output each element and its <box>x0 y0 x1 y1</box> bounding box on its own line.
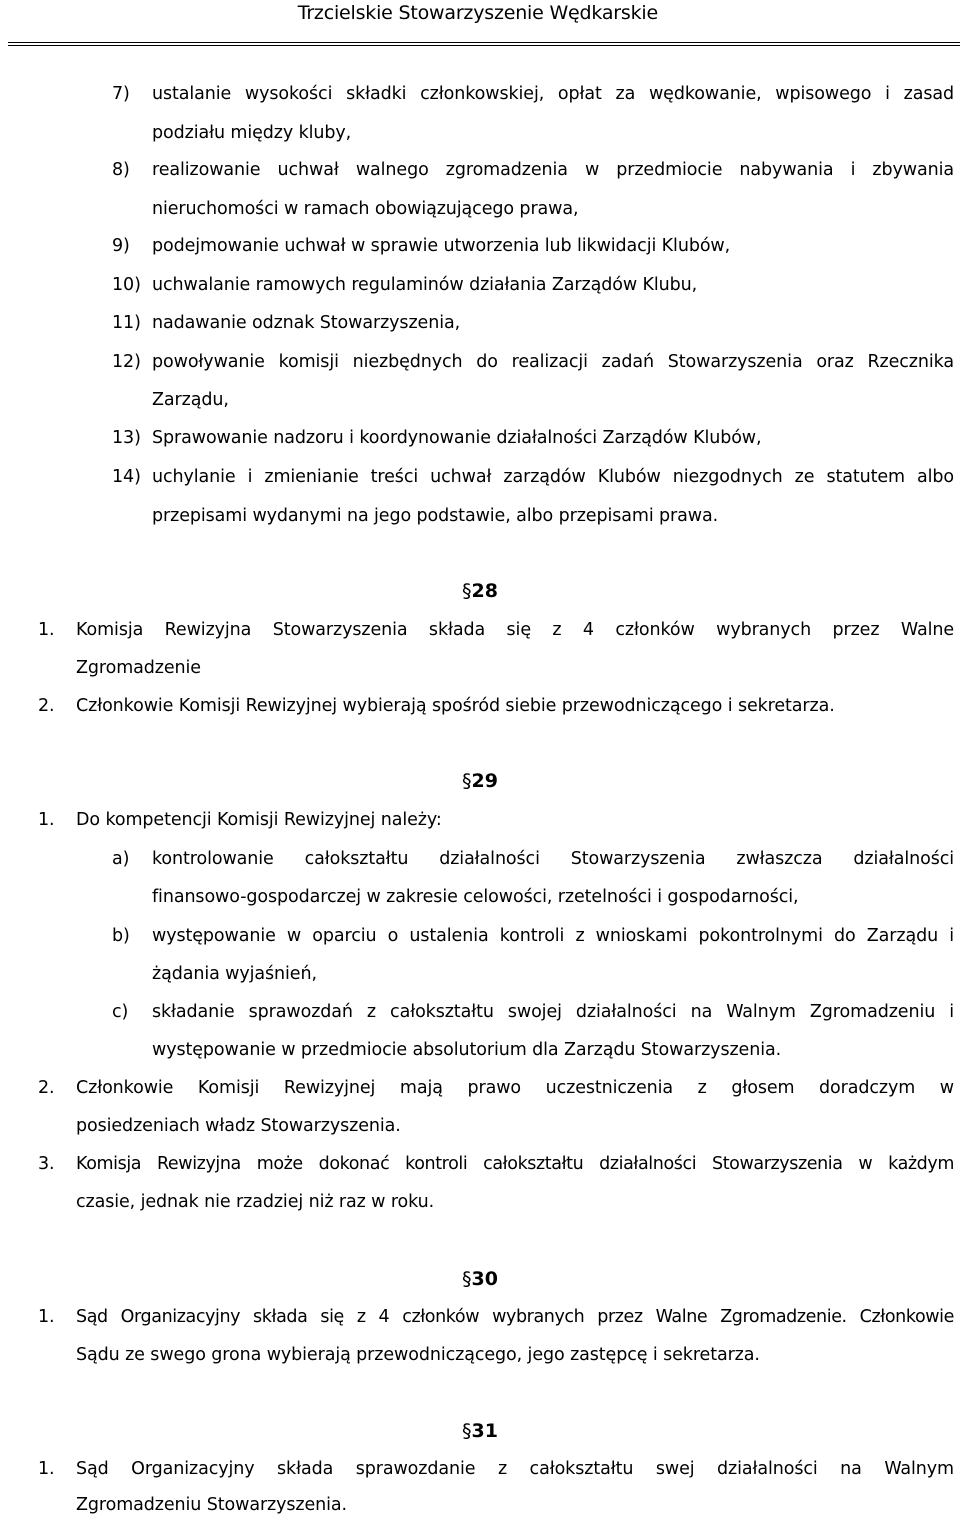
list-item-number: 2. <box>38 696 55 716</box>
section-number: 28 <box>471 580 498 602</box>
list-item-number: 13) <box>112 428 141 448</box>
list-item-text: uchylanie i zmienianie treści uchwał zarządów Klubów niezgodnych ze statutem albo <box>152 467 954 487</box>
list-item-text: Komisja Rewizyjna Stowarzyszenia składa się z 4 członków wybranych przez Walne <box>76 620 954 640</box>
list-item-number: 11) <box>112 313 141 333</box>
section-number: 29 <box>471 770 498 792</box>
list-item-text: przepisami wydanymi na jego podstawie, albo przepisami prawa. <box>152 506 719 526</box>
list-item-number: 1. <box>38 1459 55 1479</box>
list-item-text: nadawanie odznak Stowarzyszenia, <box>152 313 461 333</box>
section-heading <box>462 1268 498 1290</box>
list-item-text: Zarządu, <box>152 390 229 410</box>
header-divider <box>8 42 960 46</box>
sub-item-text: kontrolowanie całokształtu działalności Stowarzyszenia zwłaszcza działalności <box>152 849 954 869</box>
list-item-text: podejmowanie uchwał w sprawie utworzenia lub likwidacji Klubów, <box>152 236 731 256</box>
sub-item-letter: c) <box>112 1002 129 1022</box>
section-symbol: § <box>462 580 472 602</box>
list-item-number: 14) <box>112 467 141 487</box>
list-item-text: nieruchomości w ramach obowiązującego prawa, <box>152 199 579 219</box>
sub-item-text: występowanie w przedmiocie absolutorium dla Zarządu Stowarzyszenia. <box>152 1040 782 1060</box>
list-item-text: posiedzeniach władz Stowarzyszenia. <box>76 1116 401 1136</box>
sub-item-text: składanie sprawozdań z całokształtu swojej działalności na Walnym Zgromadzeniu i <box>152 1002 954 1022</box>
sub-item-letter: b) <box>112 926 130 946</box>
sub-item-text: finansowo-gospodarczej w zakresie celowości, rzetelności i gospodarności, <box>152 887 799 907</box>
page-header <box>0 0 960 50</box>
list-item-text: uchwalanie ramowych regulaminów działania Zarządów Klubu, <box>152 275 698 295</box>
list-item-number: 1. <box>38 1307 55 1327</box>
list-item-text: powoływanie komisji niezbędnych do realizacji zadań Stowarzyszenia oraz Rzecznika <box>152 352 954 372</box>
sub-item-letter: a) <box>112 849 130 869</box>
section-heading <box>462 1420 498 1442</box>
section-symbol: § <box>462 770 472 792</box>
list-item-number: 1. <box>38 810 55 830</box>
list-item-text: realizowanie uchwał walnego zgromadzenia w przedmiocie nabywania i zbywania <box>152 160 954 180</box>
section-number: 30 <box>471 1268 498 1290</box>
sub-item-text: występowanie w oparciu o ustalenia kontroli z wnioskami pokontrolnymi do Zarządu i <box>152 926 954 946</box>
list-item-text: Członkowie Komisji Rewizyjnej mają prawo uczestniczenia z głosem doradczym w <box>76 1078 954 1098</box>
list-item-text: czasie, jednak nie rzadziej niż raz w roku. <box>76 1192 435 1212</box>
list-item-number: 3. <box>38 1154 55 1174</box>
list-item-text: Komisja Rewizyjna może dokonać kontroli całokształtu działalności Stowarzyszenia w każdym <box>76 1154 954 1174</box>
list-item-text: ustalanie wysokości składki członkowskiej, opłat za wędkowanie, wpisowego i zasad <box>152 84 954 104</box>
section-symbol: § <box>462 1268 472 1290</box>
list-item-text: Zgromadzenie <box>76 658 201 678</box>
list-item-text: Do kompetencji Komisji Rewizyjnej należy: <box>76 810 442 830</box>
header-title: Trzcielskie Stowarzyszenie Wędkarskie <box>297 2 658 24</box>
section-number: 31 <box>471 1420 498 1442</box>
list-item-number: 12) <box>112 352 141 372</box>
list-item-text: Członkowie Komisji Rewizyjnej wybierają spośród siebie przewodniczącego i sekretarza. <box>76 696 835 716</box>
section-heading <box>462 580 498 602</box>
section-symbol: § <box>462 1420 472 1442</box>
list-item-text: podziału między kluby, <box>152 123 352 143</box>
list-item-number: 7) <box>112 84 130 104</box>
section-heading <box>462 770 498 792</box>
list-item-text: Zgromadzeniu Stowarzyszenia. <box>76 1495 348 1515</box>
list-item-text: Sąd Organizacyjny składa się z 4 członków wybranych przez Walne Zgromadzenie. Członkowie <box>76 1307 954 1327</box>
list-item-text: Sądu ze swego grona wybierają przewodniczącego, jego zastępcę i sekretarza. <box>76 1345 760 1365</box>
list-item-number: 1. <box>38 620 55 640</box>
list-item-text: Sprawowanie nadzoru i koordynowanie działalności Zarządów Klubów, <box>152 428 762 448</box>
list-item-number: 10) <box>112 275 141 295</box>
list-item-text: Sąd Organizacyjny składa sprawozdanie z całokształtu swej działalności na Walnym <box>76 1459 954 1479</box>
sub-item-text: żądania wyjaśnień, <box>152 964 317 984</box>
list-item-number: 8) <box>112 160 130 180</box>
list-item-number: 2. <box>38 1078 55 1098</box>
list-item-number: 9) <box>112 236 130 256</box>
